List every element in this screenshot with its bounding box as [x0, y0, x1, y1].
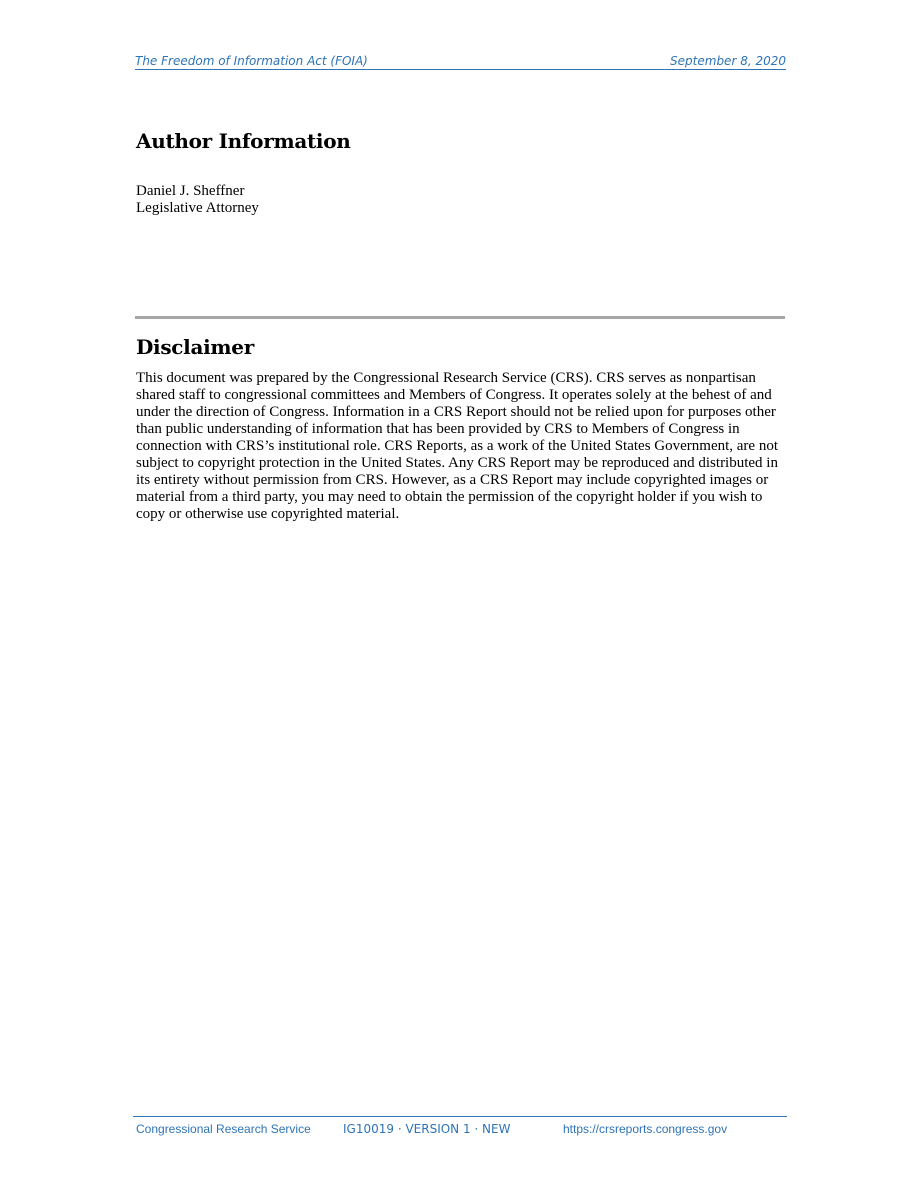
running-header [135, 54, 786, 70]
disclaimer-heading: Disclaimer [136, 335, 254, 359]
author-role: Legislative Attorney [136, 200, 259, 216]
author-block [136, 183, 259, 217]
disclaimer-paragraph [136, 370, 788, 523]
header-report-title: The Freedom of Information Act (FOIA) [135, 54, 368, 68]
section-divider [135, 316, 785, 319]
disclaimer-line: subject to copyright protection in the United States. Any CRS Report may be reproduced and distributed in [136, 455, 778, 471]
disclaimer-line: connection with CRS’s institutional role. CRS Reports, as a work of the United States Government, are not [136, 438, 778, 454]
disclaimer-line: shared staff to congressional committees and Members of Congress. It operates solely at the behest of and [136, 387, 772, 403]
disclaimer-line: This document was prepared by the Congressional Research Service (CRS). CRS serves as nonpartisan [136, 370, 756, 386]
disclaimer-line: under the direction of Congress. Information in a CRS Report should not be relied upon for purposes other [136, 404, 776, 420]
disclaimer-line: than public understanding of information that has been provided by CRS to Members of Congress in [136, 421, 740, 437]
author-information-heading: Author Information [136, 129, 351, 153]
disclaimer-line: material from a third party, you may need to obtain the permission of the copyright holder if you wish to [136, 489, 763, 505]
footer-url-link[interactable]: https://crsreports.congress.gov [563, 1122, 728, 1136]
header-date: September 8, 2020 [670, 54, 786, 68]
footer-organization: Congressional Research Service [136, 1122, 311, 1136]
footer-document-id: IG10019 · VERSION 1 · NEW [343, 1122, 511, 1136]
disclaimer-line: its entirety without permission from CRS. However, as a CRS Report may include copyrighted images or [136, 472, 769, 488]
author-name: Daniel J. Sheffner [136, 183, 245, 199]
running-footer [133, 1116, 787, 1139]
disclaimer-line: copy or otherwise use copyrighted material. [136, 506, 400, 522]
